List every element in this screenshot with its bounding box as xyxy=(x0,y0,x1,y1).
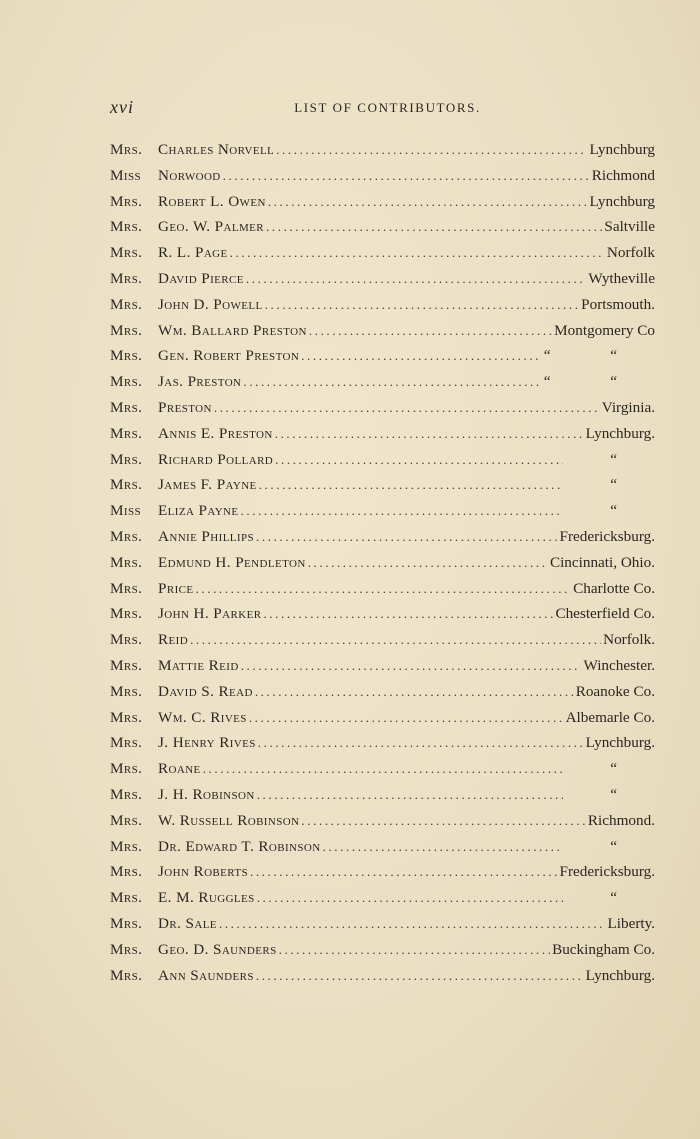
entry-place: Wytheville xyxy=(588,269,655,287)
contributor-entry xyxy=(110,859,655,885)
entry-name: Wm. C. Rives xyxy=(158,708,247,726)
entry-title: Mrs. xyxy=(110,837,143,855)
contributor-entry xyxy=(110,137,655,163)
entry-title: Mrs. xyxy=(110,295,143,313)
entry-title: Mrs. xyxy=(110,682,143,700)
entry-title: Mrs. xyxy=(110,889,143,907)
contributor-entry xyxy=(110,189,655,215)
entry-name: John H. Parker xyxy=(158,605,262,623)
entry-name: Preston xyxy=(158,398,212,416)
leader-dots xyxy=(265,292,580,318)
contributor-entry xyxy=(110,447,655,473)
entry-name: Richard Pollard xyxy=(158,450,274,468)
entry-title: Mrs. xyxy=(110,811,143,829)
entry-name: Dr. Edward T. Robinson xyxy=(158,837,321,855)
leader-dots xyxy=(255,679,574,705)
entry-place: Lynchburg xyxy=(589,192,655,210)
leader-dots xyxy=(250,859,558,885)
entry-name: Annie Phillips xyxy=(158,527,255,545)
entry-place: “ xyxy=(610,889,645,907)
entry-place: “ “ xyxy=(543,373,645,391)
leader-dots xyxy=(223,163,590,189)
entry-name: Roane xyxy=(158,760,201,778)
entry-place: Liberty. xyxy=(607,914,655,932)
leader-dots xyxy=(214,395,600,421)
entry-title: Mrs. xyxy=(110,785,143,803)
leader-dots xyxy=(241,498,563,524)
leader-dots xyxy=(241,653,582,679)
leader-dots xyxy=(243,369,541,395)
entry-name: Wm. Ballard Preston xyxy=(158,321,307,339)
leader-dots xyxy=(256,524,558,550)
entry-title: Mrs. xyxy=(110,527,143,545)
entry-title: Mrs. xyxy=(110,966,143,984)
entry-title: Mrs. xyxy=(110,631,143,649)
leader-dots xyxy=(246,266,587,292)
contributor-entry xyxy=(110,601,655,627)
contributor-entry xyxy=(110,240,655,266)
entry-title: Mrs. xyxy=(110,656,143,674)
entry-name: David Pierce xyxy=(158,269,244,287)
entry-place: Norfolk. xyxy=(603,631,655,649)
leader-dots xyxy=(308,550,548,576)
entry-title: Mrs. xyxy=(110,760,143,778)
contributor-entry xyxy=(110,911,655,937)
contributor-entry xyxy=(110,550,655,576)
entry-place: Fredericksburg. xyxy=(559,863,655,881)
entry-place: Charlotte Co. xyxy=(573,579,655,597)
contributor-entry xyxy=(110,705,655,731)
contributor-entry xyxy=(110,266,655,292)
entry-name: Eliza Payne xyxy=(158,502,239,520)
entry-name: W. Russell Robinson xyxy=(158,811,300,829)
contributor-entry xyxy=(110,421,655,447)
contributor-entry xyxy=(110,395,655,421)
entry-title: Mrs. xyxy=(110,476,143,494)
entry-title: Mrs. xyxy=(110,373,143,391)
entry-place: Saltville xyxy=(604,218,655,236)
entry-name: R. L. Page xyxy=(158,244,228,262)
contributor-list xyxy=(110,137,655,988)
entry-place: Lynchburg xyxy=(589,141,655,158)
entry-title: Mrs. xyxy=(110,579,143,597)
entry-title: Mrs. xyxy=(110,244,143,262)
entry-name: Dr. Sale xyxy=(158,914,217,932)
contributor-entry xyxy=(110,369,655,395)
entry-name: John Roberts xyxy=(158,863,248,881)
entry-name: Geo. D. Saunders xyxy=(158,940,277,958)
contributor-entry xyxy=(110,808,655,834)
entry-place: Lynchburg. xyxy=(585,966,655,984)
page-number: xvi xyxy=(110,97,134,117)
leader-dots xyxy=(196,576,572,602)
entry-name: Charles Norvell xyxy=(158,141,275,158)
leader-dots xyxy=(219,911,606,937)
contributor-entry xyxy=(110,653,655,679)
leader-dots xyxy=(203,756,563,782)
leader-dots xyxy=(309,318,552,344)
entry-title: Mrs. xyxy=(110,321,143,339)
contributor-entry xyxy=(110,963,655,989)
leader-dots xyxy=(257,782,563,808)
contributor-entry xyxy=(110,343,655,369)
contributor-entry xyxy=(110,730,655,756)
leader-dots xyxy=(259,472,563,498)
leader-dots xyxy=(263,601,553,627)
entry-place: “ “ xyxy=(543,347,645,365)
contributor-entry xyxy=(110,679,655,705)
leader-dots xyxy=(230,240,605,266)
entry-place: Virginia. xyxy=(601,398,655,416)
contributor-entry xyxy=(110,318,655,344)
entry-name: John D. Powell xyxy=(158,295,263,313)
entry-place: Lynchburg. xyxy=(585,424,655,442)
running-title: LIST OF CONTRIBUTORS. xyxy=(294,100,481,115)
entry-name: Robert L. Owen xyxy=(158,192,266,210)
entry-title: Mrs. xyxy=(110,605,143,623)
contributor-entry xyxy=(110,937,655,963)
entry-place: Buckingham Co. xyxy=(552,940,655,958)
entry-place: Portsmouth. xyxy=(581,295,655,313)
leader-dots xyxy=(266,214,602,240)
entry-name: Mattie Reid xyxy=(158,656,239,674)
entry-name: Ann Saunders xyxy=(158,966,254,984)
entry-name: Annis E. Preston xyxy=(158,424,273,442)
entry-title: Mrs. xyxy=(110,192,143,210)
leader-dots xyxy=(279,937,550,963)
entry-place: “ xyxy=(610,785,645,803)
entry-place: Chesterfield Co. xyxy=(555,605,655,623)
contributor-entry xyxy=(110,214,655,240)
contributor-entry xyxy=(110,885,655,911)
entry-name: Reid xyxy=(158,631,189,649)
leader-dots xyxy=(190,627,601,653)
entry-place: Norfolk xyxy=(606,244,655,262)
contributor-entry xyxy=(110,524,655,550)
entry-name: J. Henry Rives xyxy=(158,734,256,752)
entry-name: Price xyxy=(158,579,194,597)
entry-name: Edmund H. Pendleton xyxy=(158,553,306,571)
entry-place: “ xyxy=(610,837,645,855)
leader-dots xyxy=(257,885,563,911)
contributor-entry xyxy=(110,498,655,524)
entry-place: Richmond xyxy=(591,166,655,184)
entry-name: Geo. W. Palmer xyxy=(158,218,265,236)
entry-name: Jas. Preston xyxy=(158,373,242,391)
contributor-entry xyxy=(110,292,655,318)
entry-place: “ xyxy=(610,760,645,778)
entry-title: Mrs. xyxy=(110,940,143,958)
entry-title: Mrs. xyxy=(110,863,143,881)
entry-place: Roanoke Co. xyxy=(575,682,655,700)
entry-place: Albemarle Co. xyxy=(565,708,655,726)
entry-name: James F. Payne xyxy=(158,476,257,494)
entry-place: “ xyxy=(610,502,645,520)
page-header xyxy=(110,97,655,121)
leader-dots xyxy=(275,421,584,447)
entry-place: “ xyxy=(610,476,645,494)
entry-title: Mrs. xyxy=(110,141,143,158)
contributor-entry xyxy=(110,782,655,808)
entry-title: Mrs. xyxy=(110,398,143,416)
leader-dots xyxy=(249,705,564,731)
leader-dots xyxy=(275,447,563,473)
entry-title: Mrs. xyxy=(110,269,143,287)
entry-title: Mrs. xyxy=(110,347,143,365)
entry-place: Montgomery Co xyxy=(554,321,655,339)
entry-place: Winchester. xyxy=(583,656,655,674)
entry-name: E. M. Ruggles xyxy=(158,889,255,907)
entry-place: “ xyxy=(610,450,645,468)
entry-place: Lynchburg. xyxy=(585,734,655,752)
entry-title: Mrs. xyxy=(110,914,143,932)
contributor-entry xyxy=(110,163,655,189)
contributor-entry xyxy=(110,834,655,860)
contributor-entry xyxy=(110,576,655,602)
leader-dots xyxy=(301,808,586,834)
leader-dots xyxy=(268,189,588,215)
contributor-entry xyxy=(110,472,655,498)
leader-dots xyxy=(258,730,584,756)
entry-title: Mrs. xyxy=(110,734,143,752)
entry-title: Mrs. xyxy=(110,424,143,442)
entry-title: Mrs. xyxy=(110,218,143,236)
entry-place: Richmond. xyxy=(587,811,655,829)
entry-name: J. H. Robinson xyxy=(158,785,255,803)
leader-dots xyxy=(323,834,563,860)
leader-dots xyxy=(301,343,542,369)
entry-title: Miss xyxy=(110,166,142,184)
contributor-entry xyxy=(110,756,655,782)
entry-name: Norwood xyxy=(158,166,221,184)
entry-place: Fredericksburg. xyxy=(559,527,655,545)
entry-name: Gen. Robert Preston xyxy=(158,347,300,365)
contributor-entry xyxy=(110,627,655,653)
entry-name: David S. Read xyxy=(158,682,253,700)
leader-dots xyxy=(276,137,587,163)
entry-place: Cincinnati, Ohio. xyxy=(549,553,655,571)
entry-title: Mrs. xyxy=(110,450,143,468)
entry-title: Miss xyxy=(110,502,142,520)
entry-title: Mrs. xyxy=(110,553,143,571)
entry-title: Mrs. xyxy=(110,708,143,726)
leader-dots xyxy=(256,963,584,989)
